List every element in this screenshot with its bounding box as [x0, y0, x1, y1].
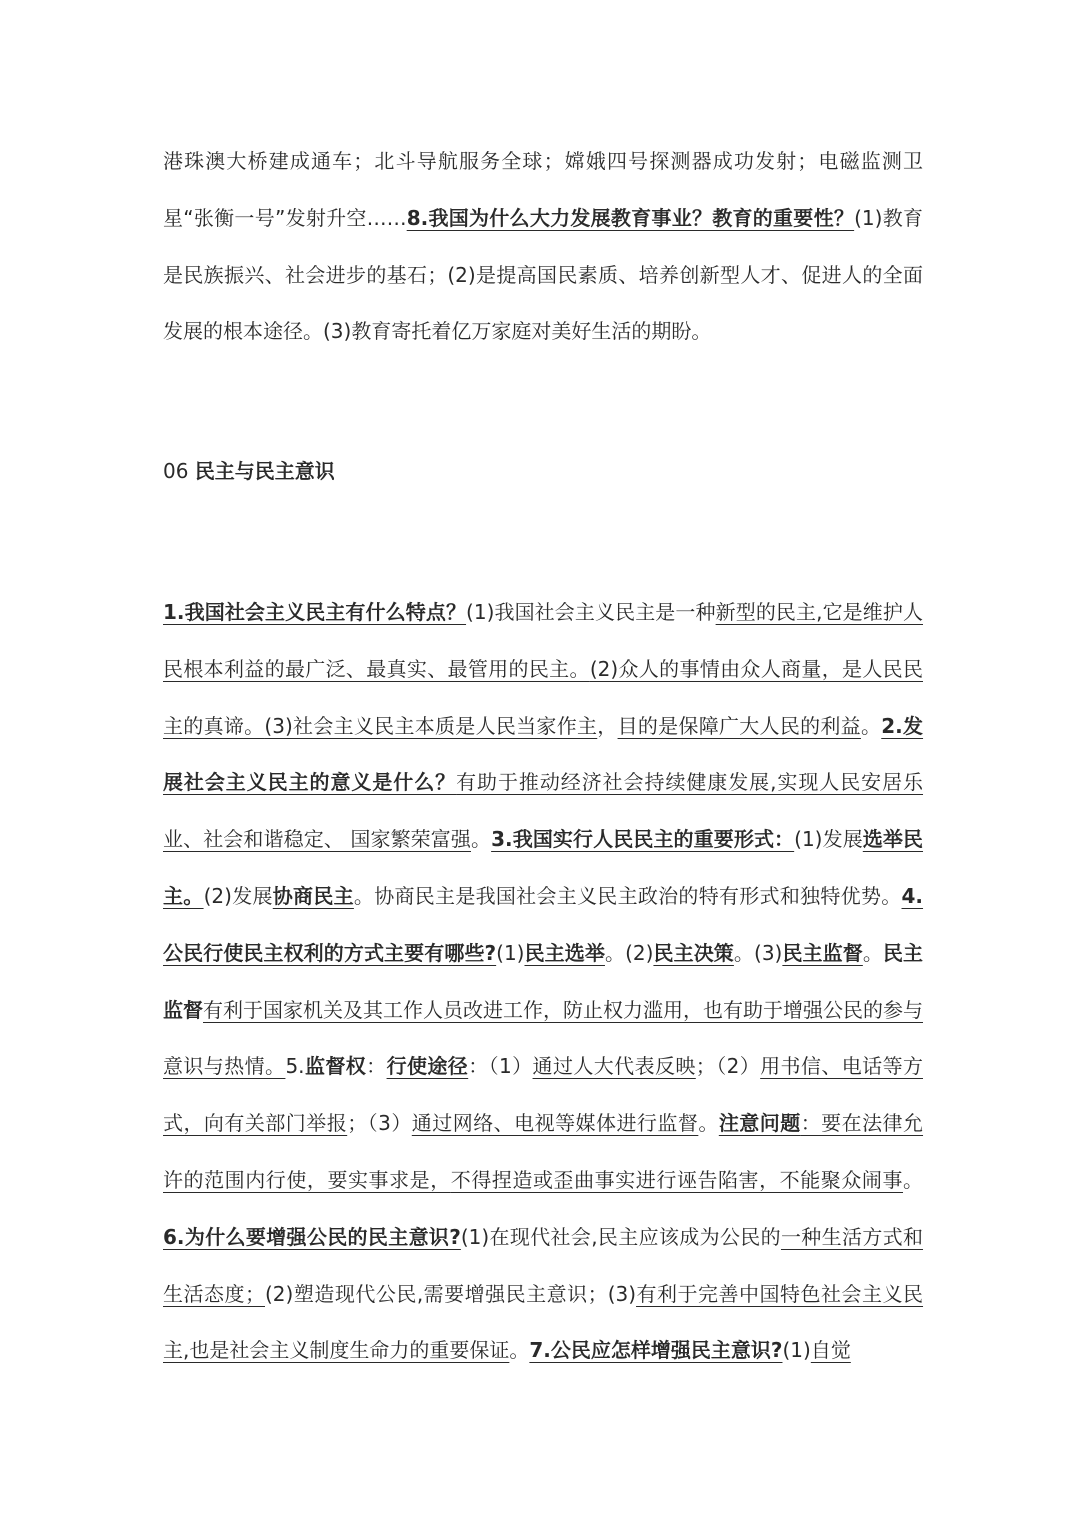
- question-7: 7.公民应怎样增强民主意识?: [529, 1338, 783, 1363]
- period: 。: [509, 1338, 530, 1363]
- answer-6-1b: 一种生活方式和生活态度；: [163, 1224, 924, 1306]
- paragraph-democracy: [163, 584, 923, 1379]
- answer-4-1b: 民主选举: [524, 940, 605, 965]
- list-marker: ；（2）: [695, 1054, 761, 1079]
- question-5-number: 5.: [285, 1054, 305, 1079]
- answer-6-3a: (3): [607, 1281, 637, 1306]
- section-title: 民主与民主意识: [194, 459, 335, 483]
- question-4: 4.公民行使民主权利的方式主要有哪些?: [163, 883, 924, 965]
- answer-3-1b: 选举民主。: [163, 827, 924, 908]
- question-2: 2.发展社会主义民主的意义是什么？: [163, 713, 924, 795]
- note-5-text: ：要在法律允许的范围内行使，要实事求是，: [163, 1111, 924, 1192]
- list-marker: ；（3）: [347, 1111, 412, 1136]
- answer-4-4a: 民主监督: [163, 940, 924, 1022]
- period: 。: [471, 827, 492, 852]
- period: 。: [860, 713, 882, 738]
- answer-1-1b: 新型的民主,它是维护人民根本利益的最广泛、最真实、最管用的民主。: [163, 600, 923, 681]
- colon: ：: [366, 1054, 387, 1079]
- period: 。: [903, 1167, 924, 1192]
- paragraph-education: [163, 133, 923, 360]
- answer-6-3b: 有利于完善中国特色社会主义民主,也是社会主义制度生命力的重要保证: [163, 1281, 924, 1363]
- answer-4-4b: 有利于国家机关及其工作人员改进工作，防止权力滥用，也有助于增强公民的参与意识与热情。: [163, 997, 923, 1079]
- answer-3-3: 。协商民主是我国社会主义民主政治的特有形式和独特优势。: [353, 883, 902, 908]
- answer-3-1a: (1)发展: [794, 827, 863, 852]
- section-number: 06: [163, 459, 189, 483]
- answer-1-3b: 目的是保障广大人民的利益: [617, 713, 861, 738]
- answer-8-2: (2)是提高国民素质、培养创新型人才、促进人的全面发展的根本途径。: [163, 262, 924, 344]
- answer-6-2: (2)塑造现代公民,需要增强民主意识；: [265, 1281, 608, 1306]
- answer-1-1a: (1)我国社会主义民主是一种: [466, 600, 716, 624]
- answer-5-3: 通过网络、电视等媒体进行监督: [411, 1111, 699, 1136]
- answer-8-3: (3)教育寄托着亿万家庭对美好生活的期盼。: [323, 319, 712, 344]
- question-1: 1.我国社会主义民主有什么特点？: [163, 600, 467, 624]
- answer-7-1a: (1): [782, 1338, 811, 1363]
- list-marker: ：（1）: [468, 1054, 533, 1079]
- section-heading: [163, 451, 335, 491]
- answer-5-2: 用书信、电话等方式，向有关部门举报: [163, 1054, 923, 1136]
- question-8: 8.我国为什么大力发展教育事业？教育的重要性？: [406, 205, 855, 230]
- answer-4-3a: (3): [754, 940, 783, 965]
- answer-4-2a: (2): [625, 940, 654, 965]
- answer-7-1b: 自觉: [810, 1338, 851, 1363]
- period: 。: [698, 1111, 719, 1136]
- period: 。: [862, 940, 883, 965]
- answer-2: 有助于推动经济社会持续健康发展,实现人民安居乐业、社会和谐稳定、 国家繁荣富强: [163, 770, 924, 852]
- answer-4-1a: (1): [496, 940, 525, 965]
- question-3: 3.我国实行人民民主的重要形式：: [491, 827, 795, 852]
- answer-6-1a: (1)在现代社会,民主应该成为公民的: [460, 1224, 781, 1249]
- note-5-warning: 不得捏造或歪曲事实进行诬告陷害，不能聚众闹事: [450, 1167, 904, 1192]
- answer-1-2: (2)众人的事情由众人商量，是人民民主的真谛。: [163, 656, 923, 738]
- period: 。: [604, 940, 626, 965]
- question-5-title: 监督权: [304, 1054, 367, 1079]
- answer-4-3b: 民主监督: [782, 940, 863, 965]
- note-5-title: 注意问题: [718, 1111, 801, 1136]
- answer-5-1: 通过人大代表反映: [532, 1054, 696, 1079]
- achievements-text: 港珠澳大桥建成通车；北斗导航服务全球；嫦娥四号探测器成功发射；电磁监测卫星“张衡一号”发射升空……: [163, 149, 923, 230]
- question-5-ways: 行使途径: [386, 1054, 469, 1079]
- answer-4-2b: 民主决策: [653, 940, 734, 965]
- period: 。: [733, 940, 755, 965]
- answer-1-3: (3)社会主义民主本质是人民当家作主: [264, 713, 598, 738]
- answer-8-1: (1)教育是民族振兴、社会进步的基石；: [163, 205, 923, 287]
- question-6: 6.为什么要增强公民的民主意识?: [163, 1224, 461, 1249]
- answer-3-2b: 协商民主: [272, 883, 354, 908]
- separator: ，: [597, 713, 618, 738]
- answer-3-2a: (2)发展: [203, 883, 273, 908]
